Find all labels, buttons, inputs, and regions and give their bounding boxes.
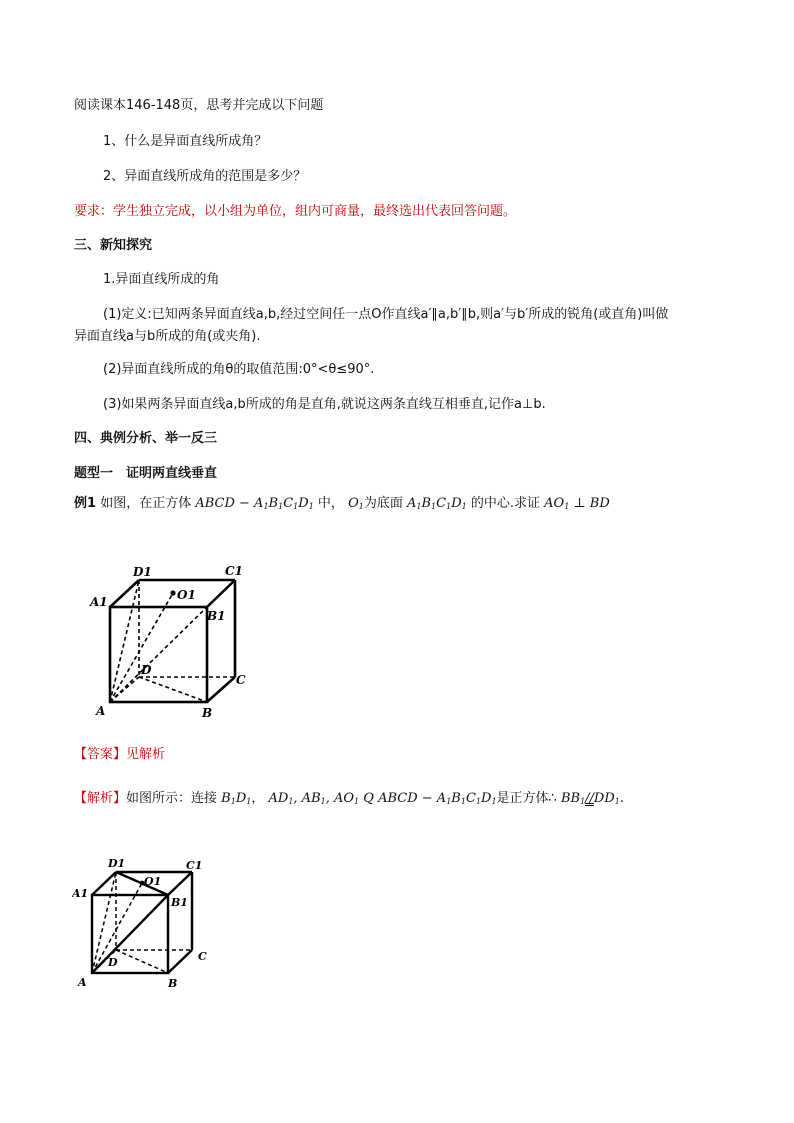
analysis-line: 【解析】如图所示：连接 $B_1D_1$， $AD_1$, $AB_1$, $AO_1$ Q ABCD − $A_1B_1C_1D_1$是正方体∴ $BB_1//DD_1$. (74, 791, 625, 806)
cube-name: ABCD − $A_1B_1C_1D_1$ (195, 496, 314, 511)
label-c1: C1 (225, 564, 243, 578)
item-1-title: 1.异面直线所成的角 (103, 272, 220, 287)
cube-figure-1 (85, 560, 260, 725)
section-4-title: 四、典例分析、举一反三 (74, 431, 218, 446)
definition-line-1: (1)定义:已知两条异面直线a,b,经过空间任一点O作直线a′∥a,b′∥b,则a′与b′所成的锐角(或直角)叫做 (103, 307, 669, 322)
label-a1: A1 (90, 595, 108, 609)
label-d1-2: D1 (108, 857, 126, 870)
label-c: C (236, 673, 246, 687)
analysis-label: 【解析】 (74, 791, 127, 806)
label-o1: O1 (177, 588, 196, 602)
label-o1-2: O1 (144, 875, 162, 888)
point-o1: $O_1$ (348, 496, 364, 511)
angle-range: (2)异面直线所成的角θ的取值范围:0°<θ≤90°. (103, 362, 375, 377)
label-a1-2: A1 (72, 887, 89, 900)
claim: $AO_1$ ⊥ BD (544, 496, 610, 511)
example-label: 例1 (74, 496, 97, 511)
label-d: D (141, 663, 152, 677)
type-1-title: 题型一 证明两直线垂直 (74, 466, 218, 481)
perpendicular-definition: (3)如果两条异面直线a,b所成的角是直角,就说这两条直线互相垂直,记作a⊥b. (103, 397, 546, 412)
label-a-2: A (78, 976, 87, 989)
label-b1-2: B1 (171, 896, 188, 909)
label-b-2: B (168, 977, 178, 990)
label-b1: B1 (207, 609, 226, 623)
section-3-title: 三、新知探究 (74, 238, 153, 253)
reading-instruction: 阅读课本146-148页，思考并完成以下问题 (74, 98, 324, 113)
question-1: 1、什么是异面直线所成角？ (103, 134, 268, 149)
cube-figure-2 (72, 850, 222, 1000)
example-1-statement: 例1 如图，在正方体 ABCD − $A_1B_1C_1D_1$ 中， $O_1$为底面 $A_1B_1C_1D_1$ 的中心.求证 $AO_1$ ⊥ BD (74, 496, 610, 511)
label-c1-2: C1 (186, 859, 203, 872)
label-c-2: C (198, 950, 207, 963)
point-o1-marker (170, 590, 175, 595)
label-d1: D1 (133, 565, 152, 579)
requirement-text: 要求：学生独立完成，以小组为单位，组内可商量，最终选出代表回答问题。 (74, 204, 517, 219)
label-b: B (202, 706, 213, 720)
base-face: $A_1B_1C_1D_1$ (407, 496, 467, 511)
label-d-2: D (108, 956, 118, 969)
answer-text: 见解析 (126, 747, 166, 762)
definition-line-2: 异面直线a与b所成的角(或夹角). (74, 329, 261, 344)
label-a: A (96, 704, 106, 718)
answer-line (74, 746, 165, 764)
answer-label: 【答案】 (74, 747, 127, 762)
question-2: 2、异面直线所成角的范围是多少？ (103, 169, 307, 184)
